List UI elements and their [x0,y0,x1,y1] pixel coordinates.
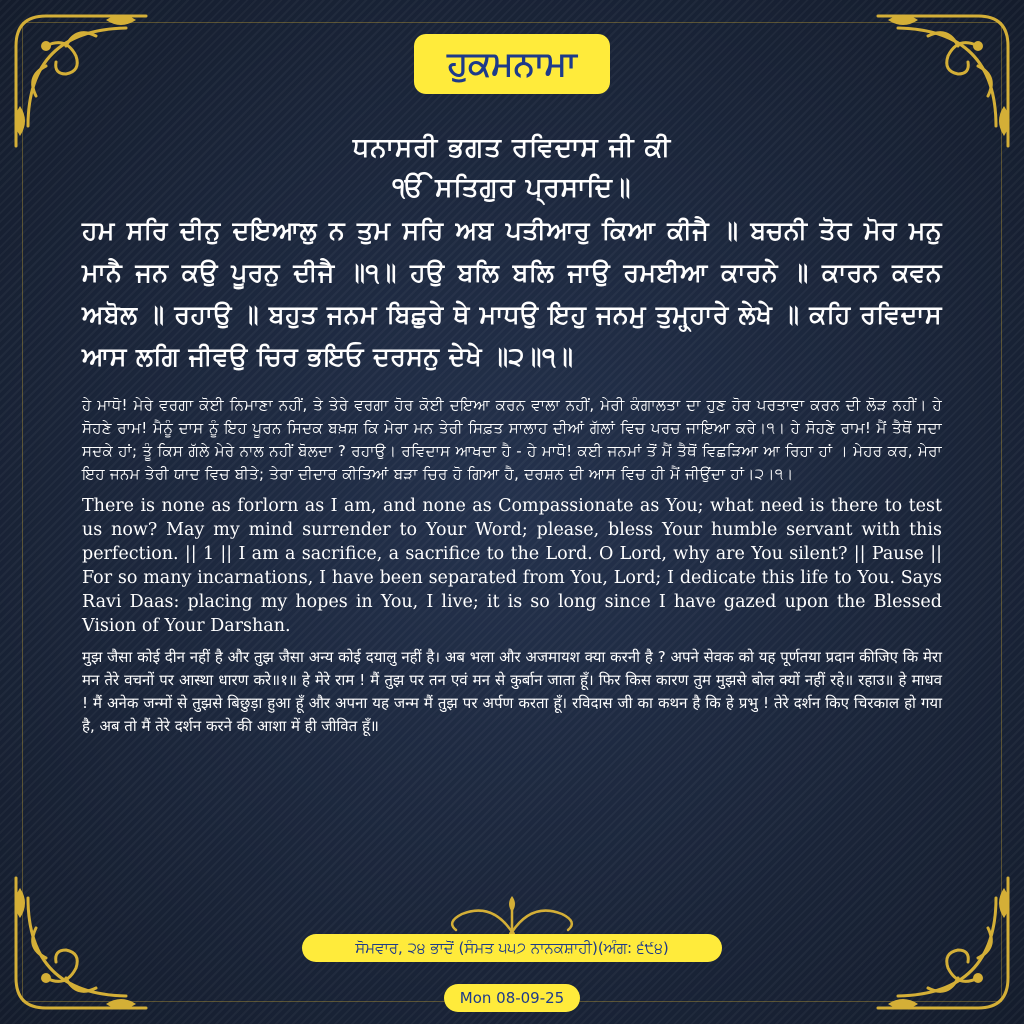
punjabi-translation: ਹੇ ਮਾਧੋ! ਮੇਰੇ ਵਰਗਾ ਕੋਈ ਨਿਮਾਣਾ ਨਹੀਂ, ਤੇ ਤੇਰੇ ਵਰਗਾ ਹੋਰ ਕੋਈ ਦਇਆ ਕਰਨ ਵਾਲਾ ਨਹੀਂ, ਮੇਰੀ ਕੰਗਾਲਤਾ ਦਾ ਹੁਣ ਹੋਰ ਪਰਤਾਵਾ ਕਰਨ ਦੀ ਲੋੜ ਨਹੀਂ। ਹੇ ਸੋਹਣੇ ਰਾਮ! ਮੈਨੂੰ ਦਾਸ ਨੂੰ ਇਹ ਪੂਰਨ ਸਿਦਕ ਬਖ਼ਸ਼ ਕਿ ਮੇਰਾ ਮਨ ਤੇਰੀ ਸਿਫ਼ਤ ਸਾਲਾਹ ਦੀਆਂ ਗੱਲਾਂ ਵਿਚ ਪਰਚ ਜਾਇਆ ਕਰੇ।੧। ਹੇ ਸੋਹਣੇ ਰਾਮ! ਮੈਂ ਤੈਥੋਂ ਸਦਾ ਸਦਕੇ ਹਾਂ; ਤੂੰ ਕਿਸ ਗੱਲੇ ਮੇਰੇ ਨਾਲ ਨਹੀਂ ਬੋਲਦਾ ? ਰਹਾਉ। ਰਵਿਦਾਸ ਆਖਦਾ ਹੈ - ਹੇ ਮਾਧੋ! ਕਈ ਜਨਮਾਂ ਤੋਂ ਮੈਂ ਤੈਥੋਂ ਵਿਛੜਿਆ ਆ ਰਿਹਾ ਹਾਂ । ਮੇਹਰ ਕਰ, ਮੇਰਾ ਇਹ ਜਨਮ ਤੇਰੀ ਯਾਦ ਵਿਚ ਬੀਤੇ; ਤੇਰਾ ਦੀਦਾਰ ਕੀਤਿਆਂ ਬੜਾ ਚਿਰ ਹੋ ਗਿਆ ਹੈ, ਦਰਸ਼ਨ ਦੀ ਆਸ ਵਿਚ ਹੀ ਮੈਂ ਜੀਉਂਦਾ ਹਾਂ।੨।੧। [82,396,942,483]
main-content [82,128,942,738]
hukamnama-title-badge: ਹੁਕਮਨਾਮਾ [414,34,610,94]
date-english-pill: Mon 08-09-25 [444,984,580,1012]
english-translation: There is none as forlorn as I am, and none as Compassionate as You; what need is there to test us now? May my mind surrender to Your Word; please, bless Your humble servant with this perfection. || 1 || I am a sacrifice, a sacrifice to the Lord. O Lord, why are You silent? || Pause || For so many incarnations, I have been separated from You, Lord; I dedicate this life to You. Says Ravi Daas: placing my hopes in You, I live; it is so long since I have gazed upon the Blessed Vision of Your Darshan. [82,496,942,636]
raag-heading: ਧਨਾਸਰੀ ਭਗਤ ਰਵਿਦਾਸ ਜੀ ਕੀ [352,133,672,163]
mool-mantar-heading: ੴ ਸਤਿਗੁਰ ਪ੍ਰਸਾਦਿ॥ [392,173,632,203]
hindi-translation: मुझ जैसा कोई दीन नहीं है और तुझ जैसा अन्य कोई दयालु नहीं है। अब भला और अजमायश क्या करनी है ? अपने सेवक को यह पूर्णतया प्रदान कीजिए कि मेरा मन तेरे वचनों पर आस्था धारण करे॥१॥ हे मेरे राम ! मैं तुझ पर तन एवं मन से कुर्बान जाता हूँ। फिर किस कारण तुम मुझसे बोल क्यों नहीं रहे॥ रहाउ॥ हे माधव ! मैं अनेक जन्मों से तुझसे बिछुड़ा हुआ हूँ और अपना यह जन्म मैं तुझ पर अर्पण करता हूँ। रविदास जी का कथन है कि हे प्रभु ! तेरे दर्शन किए चिरकाल हो गया है, अब तो मैं तेरे दर्शन करने की आशा में ही जीवित हूँ॥ [82,648,942,735]
corner-ornament-bottom-right [868,868,1018,1018]
gurbani-text: ਹਮ ਸਰਿ ਦੀਨੁ ਦਇਆਲੁ ਨ ਤੁਮ ਸਰਿ ਅਬ ਪਤੀਆਰੁ ਕਿਆ ਕੀਜੈ ॥ ਬਚਨੀ ਤੋਰ ਮੋਰ ਮਨੁ ਮਾਨੈ ਜਨ ਕਉ ਪੂਰਨੁ ਦੀਜੈ ॥੧॥ ਹਉ ਬਲਿ ਬਲਿ ਜਾਉ ਰਮਈਆ ਕਾਰਨੇ ॥ ਕਾਰਨ ਕਵਨ ਅਬੋਲ ॥ ਰਹਾਉ ॥ ਬਹੁਤ ਜਨਮ ਬਿਛੁਰੇ ਥੇ ਮਾਧਉ ਇਹੁ ਜਨਮੁ ਤੁਮ੍ਹ੍ਹਾਰੇ ਲੇਖੇ ॥ ਕਹਿ ਰਵਿਦਾਸ ਆਸ ਲਗਿ ਜੀਵਉ ਚਿਰ ਭਇਓ ਦਰਸਨੁ ਦੇਖੇ ॥੨॥੧॥ [82,216,942,371]
date-punjabi-pill: ਸੋਮਵਾਰ, ੨੪ ਭਾਦੋਂ (ਸੰਮਤ ੫੫੭ ਨਾਨਕਸ਼ਾਹੀ)(ਅੰਗ: ੬੯੪) [302,934,722,962]
corner-ornament-bottom-left [6,868,156,1018]
